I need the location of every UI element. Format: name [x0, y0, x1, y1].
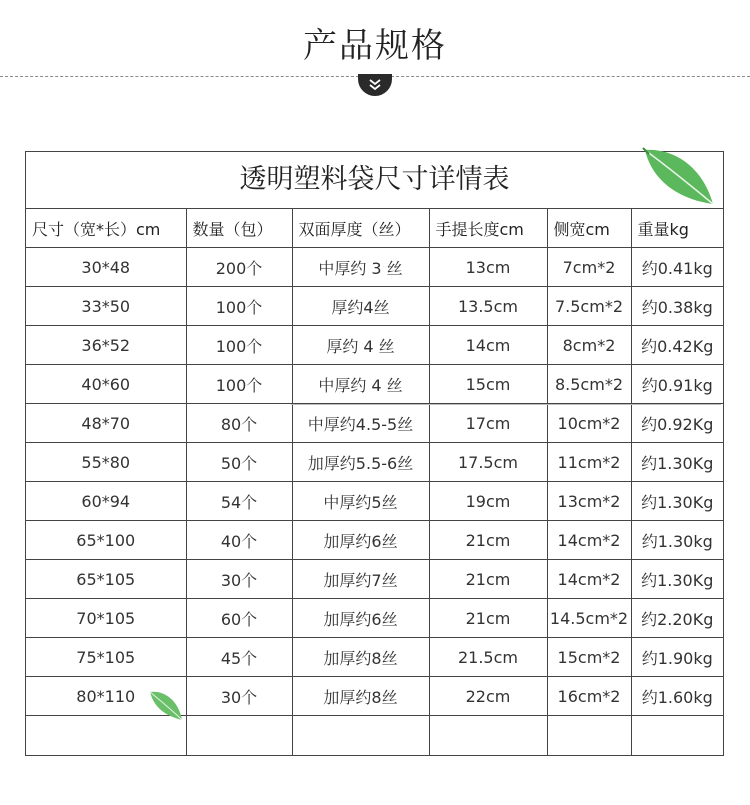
size-detail-table [25, 151, 724, 756]
table-cell: 19cm [429, 482, 547, 521]
table-cell: 100个 [186, 365, 292, 404]
table-row [26, 482, 723, 521]
table-row [26, 638, 723, 677]
table-row [26, 326, 723, 365]
table-cell: 约0.92Kg [631, 404, 723, 443]
table-cell: 80*110 [26, 677, 186, 716]
table-cell: 约1.30Kg [631, 443, 723, 482]
column-header: 侧宽cm [547, 209, 631, 248]
table-row [26, 521, 723, 560]
table-cell: 33*50 [26, 287, 186, 326]
green-leaf-icon [148, 688, 184, 722]
table-cell: 10cm*2 [547, 404, 631, 443]
table-cell: 加厚约8丝 [292, 677, 429, 716]
table-cell [547, 716, 631, 756]
spec-table [26, 209, 723, 755]
page-heading: 产品规格 [303, 26, 447, 66]
table-cell: 65*100 [26, 521, 186, 560]
table-cell: 约0.91kg [631, 365, 723, 404]
table-cell [186, 716, 292, 756]
table-cell: 70*105 [26, 599, 186, 638]
table-cell: 100个 [186, 287, 292, 326]
table-cell: 约1.30Kg [631, 560, 723, 599]
column-header: 重量kg [631, 209, 723, 248]
table-cell: 中厚约5丝 [292, 482, 429, 521]
table-cell: 36*52 [26, 326, 186, 365]
column-header: 数量（包） [186, 209, 292, 248]
table-title-row [26, 152, 723, 209]
column-header: 手提长度cm [429, 209, 547, 248]
table-cell: 中厚约4.5-5丝 [292, 404, 429, 443]
table-cell: 中厚约 4 丝 [292, 365, 429, 404]
table-header-row [26, 209, 723, 248]
table-cell: 14cm*2 [547, 521, 631, 560]
table-row [26, 443, 723, 482]
column-header: 双面厚度（丝） [292, 209, 429, 248]
table-row [26, 404, 723, 443]
table-cell: 约1.60kg [631, 677, 723, 716]
table-cell: 14cm*2 [547, 560, 631, 599]
table-cell: 16cm*2 [547, 677, 631, 716]
stray-line [291, 404, 721, 405]
table-cell: 7.5cm*2 [547, 287, 631, 326]
table-cell: 17.5cm [429, 443, 547, 482]
table-title: 透明塑料袋尺寸详情表 [239, 164, 510, 195]
table-cell: 48*70 [26, 404, 186, 443]
table-row [26, 365, 723, 404]
table-cell: 65*105 [26, 560, 186, 599]
column-header: 尺寸（宽*长）cm [26, 209, 186, 248]
table-row [26, 599, 723, 638]
table-cell: 13.5cm [429, 287, 547, 326]
table-cell: 22cm [429, 677, 547, 716]
table-cell: 30个 [186, 560, 292, 599]
table-cell: 约0.38kg [631, 287, 723, 326]
table-cell: 7cm*2 [547, 248, 631, 287]
table-cell: 约1.30Kg [631, 482, 723, 521]
table-cell: 40*60 [26, 365, 186, 404]
table-cell [631, 716, 723, 756]
table-cell: 中厚约 3 丝 [292, 248, 429, 287]
table-cell: 50个 [186, 443, 292, 482]
table-cell: 14.5cm*2 [547, 599, 631, 638]
table-cell: 13cm*2 [547, 482, 631, 521]
green-leaf-icon [639, 144, 719, 214]
table-cell: 8.5cm*2 [547, 365, 631, 404]
table-cell: 加厚约6丝 [292, 521, 429, 560]
table-cell: 15cm [429, 365, 547, 404]
table-cell: 60*94 [26, 482, 186, 521]
table-cell: 加厚约8丝 [292, 638, 429, 677]
table-cell: 100个 [186, 326, 292, 365]
table-cell: 21.5cm [429, 638, 547, 677]
table-cell: 约0.41kg [631, 248, 723, 287]
table-row [26, 560, 723, 599]
table-cell: 约2.20Kg [631, 599, 723, 638]
table-cell: 11cm*2 [547, 443, 631, 482]
table-cell: 75*105 [26, 638, 186, 677]
table-cell: 40个 [186, 521, 292, 560]
table-cell: 45个 [186, 638, 292, 677]
table-cell: 30个 [186, 677, 292, 716]
table-cell: 21cm [429, 599, 547, 638]
table-cell: 加厚约6丝 [292, 599, 429, 638]
table-cell: 55*80 [26, 443, 186, 482]
table-cell: 54个 [186, 482, 292, 521]
double-chevron-down-icon [358, 74, 392, 96]
table-cell: 80个 [186, 404, 292, 443]
table-cell: 21cm [429, 560, 547, 599]
table-cell: 21cm [429, 521, 547, 560]
table-cell [429, 716, 547, 756]
table-cell: 加厚约7丝 [292, 560, 429, 599]
table-cell: 200个 [186, 248, 292, 287]
table-cell: 13cm [429, 248, 547, 287]
table-cell: 约0.42Kg [631, 326, 723, 365]
table-row [26, 677, 723, 716]
table-cell: 8cm*2 [547, 326, 631, 365]
table-cell: 60个 [186, 599, 292, 638]
table-cell: 14cm [429, 326, 547, 365]
table-cell: 厚约 4 丝 [292, 326, 429, 365]
table-row [26, 287, 723, 326]
table-cell: 加厚约5.5-6丝 [292, 443, 429, 482]
table-cell: 30*48 [26, 248, 186, 287]
table-row [26, 248, 723, 287]
table-cell: 15cm*2 [547, 638, 631, 677]
table-cell: 约1.90kg [631, 638, 723, 677]
table-cell [292, 716, 429, 756]
table-row [26, 716, 723, 756]
table-cell: 约1.30kg [631, 521, 723, 560]
table-cell: 17cm [429, 404, 547, 443]
table-cell: 厚约4丝 [292, 287, 429, 326]
